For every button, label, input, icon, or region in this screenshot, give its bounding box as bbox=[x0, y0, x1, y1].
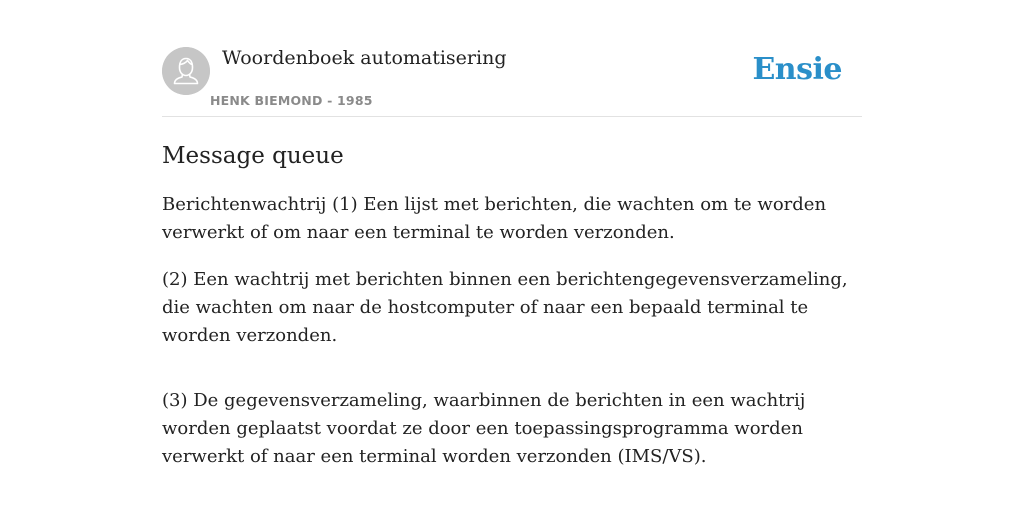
author-line bbox=[210, 93, 373, 108]
author-name[interactable]: HENK BIEMOND bbox=[210, 93, 323, 108]
publication-year: 1985 bbox=[337, 93, 373, 108]
definition-paragraph-3: (3) De gegevensverzameling, waarbinnen de berichten in een wachtrij worden geplaatst voordat ze door een toepassingsprogramma worden verwerkt of naar een terminal worden verzonden (IMS/VS). bbox=[162, 390, 806, 467]
entry-body bbox=[162, 191, 862, 471]
definition-paragraph-1: Berichtenwachtrij (1) Een lijst met berichten, die wachten om te worden verwerkt of om naar een terminal te worden verzonden. bbox=[162, 194, 827, 243]
entry-card bbox=[162, 46, 862, 490]
book-title[interactable]: Woordenboek automatisering bbox=[222, 47, 507, 69]
entry-title: Message queue bbox=[162, 143, 344, 169]
author-separator: - bbox=[322, 93, 338, 108]
entry-header bbox=[162, 46, 862, 117]
ensie-logo[interactable]: Ensie bbox=[752, 52, 842, 87]
user-avatar-icon[interactable] bbox=[162, 47, 210, 95]
definition-paragraph-2: (2) Een wachtrij met berichten binnen een berichtengegevensverzameling, die wachten om naar de hostcomputer of naar een bepaald terminal te worden verzonden. bbox=[162, 269, 848, 346]
